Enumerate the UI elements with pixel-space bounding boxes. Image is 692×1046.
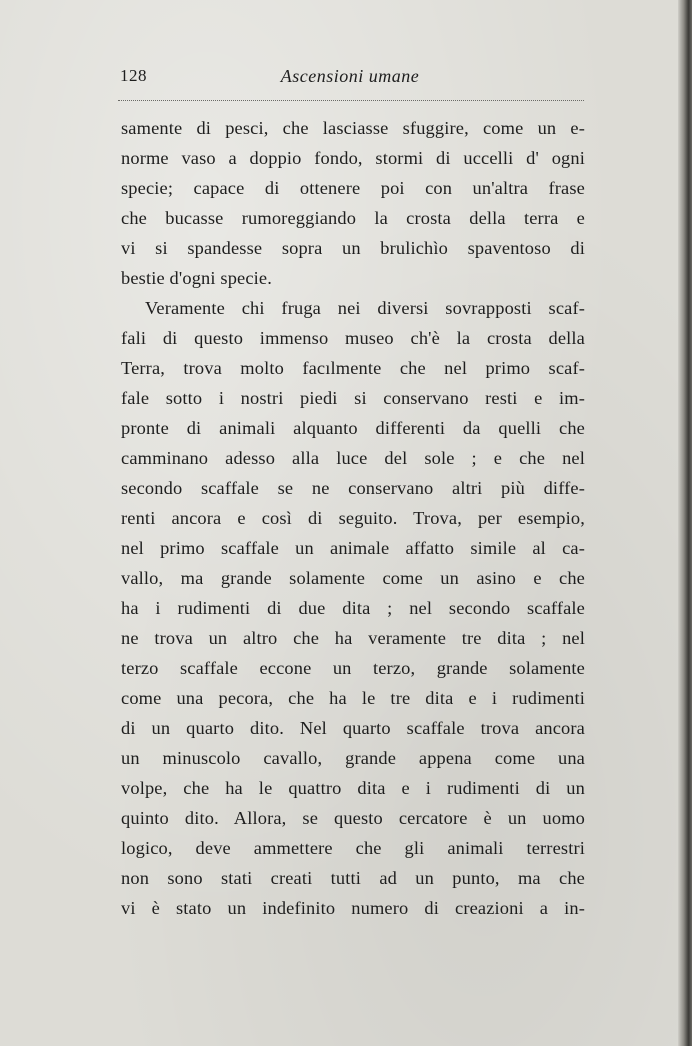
text-line: samente di pesci, che lasciasse sfuggire, come un e-: [121, 118, 585, 138]
text-line: bestie d'ogni specie.: [121, 268, 272, 288]
text-line: nel primo scaffale un animale affatto simile al ca-: [121, 538, 585, 558]
text-line: camminano adesso alla luce del sole ; e che nel: [121, 448, 585, 468]
book-spine-edge: [678, 0, 692, 1046]
text-line: ha i rudimenti di due dita ; nel secondo scaffale: [121, 598, 585, 618]
text-line: vallo, ma grande solamente come un asino e che: [121, 568, 585, 588]
page-number: 128: [120, 66, 147, 85]
text-line: fale sotto i nostri piedi si conservano resti e im-: [121, 388, 585, 408]
text-line: volpe, che ha le quattro dita e i rudimenti di un: [121, 778, 585, 798]
text-line: secondo scaffale se ne conservano altri più diffe-: [121, 478, 585, 498]
text-line: che bucasse rumoreggiando la crosta della terra e: [121, 208, 585, 228]
text-line: ne trova un altro che ha veramente tre dita ; nel: [121, 628, 585, 648]
text-line: quinto dito. Allora, se questo cercatore è un uomo: [121, 808, 585, 828]
text-line: norme vaso a doppio fondo, stormi di uccelli d' ogni: [121, 148, 585, 168]
text-line: vi è stato un indefinito numero di creazioni a in-: [121, 898, 585, 918]
text-line: come una pecora, che ha le tre dita e i rudimenti: [121, 688, 585, 708]
text-line: Veramente chi fruga nei diversi sovrapposti scaf-: [145, 298, 585, 318]
text-line: specie; capace di ottenere poi con un'altra frase: [121, 178, 585, 198]
text-line: renti ancora e così di seguito. Trova, per esempio,: [121, 508, 585, 528]
text-line: non sono stati creati tutti ad un punto, ma che: [121, 868, 585, 888]
text-line: vi si spandesse sopra un brulichìo spaventoso di: [121, 238, 585, 258]
running-title: Ascensioni umane: [280, 66, 420, 86]
text-line: un minuscolo cavallo, grande appena come una: [121, 748, 585, 768]
page-header: [120, 66, 582, 90]
text-line: Terra, trova molto facılmente che nel primo scaf-: [121, 358, 585, 378]
text-line: fali di questo immenso museo ch'è la crosta della: [121, 328, 585, 348]
text-line: pronte di animali alquanto differenti da quelli che: [121, 418, 585, 438]
header-rule: [118, 100, 584, 101]
text-line: logico, deve ammettere che gli animali terrestri: [121, 838, 585, 858]
text-line: terzo scaffale eccone un terzo, grande solamente: [121, 658, 585, 678]
body-text: [121, 113, 585, 923]
text-line: di un quarto dito. Nel quarto scaffale trova ancora: [121, 718, 585, 738]
